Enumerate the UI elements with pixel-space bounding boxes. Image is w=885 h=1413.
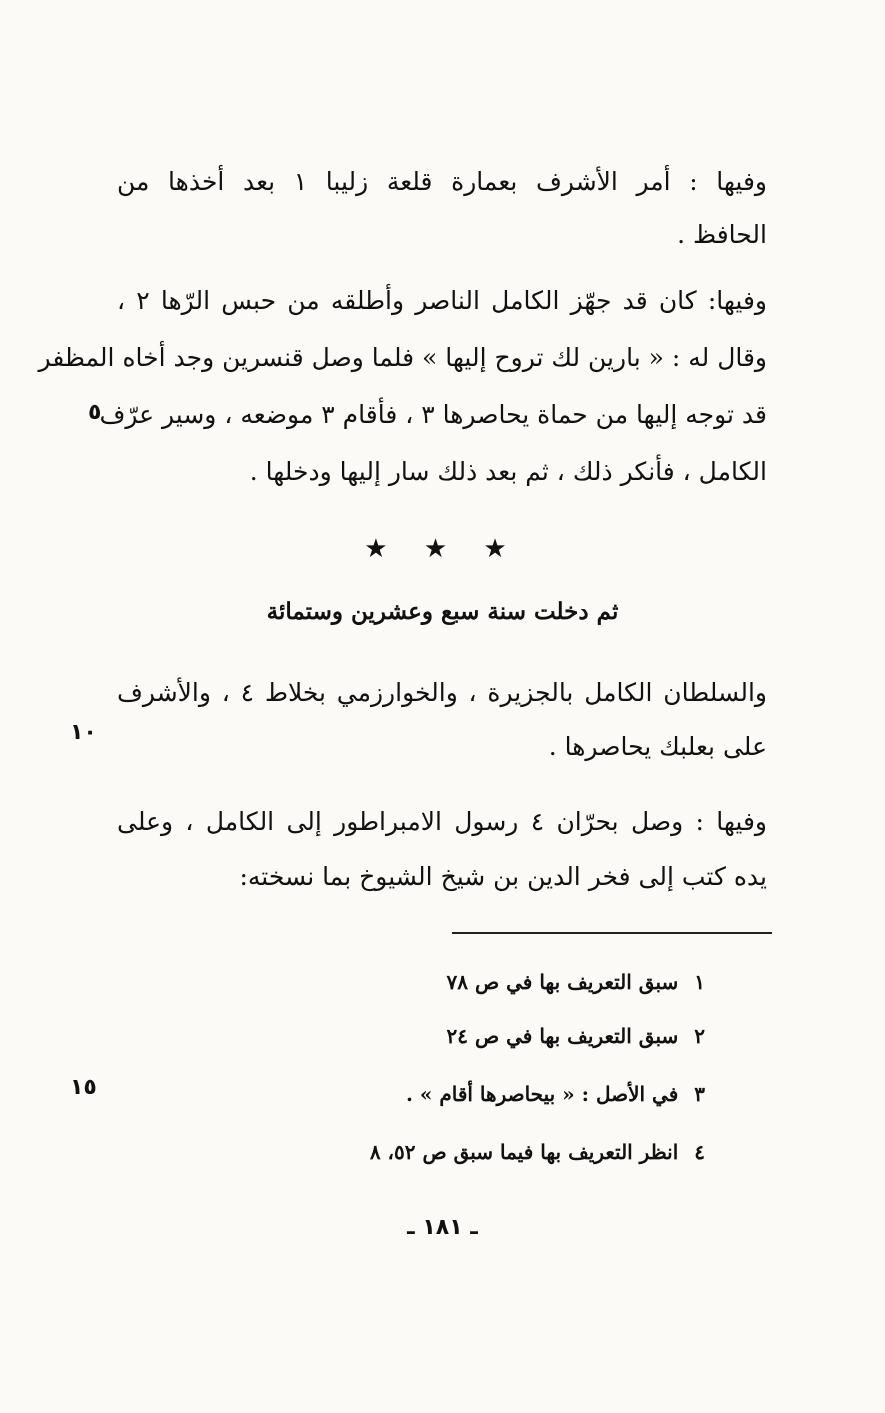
page-number: ـ ١٨١ ـ <box>407 1215 478 1240</box>
body-line: الحافظ . <box>677 220 767 249</box>
body-line: وقال له : « بارين لك تروح إليها » فلما وصل قنسرين وجد أخاه المظفر <box>38 343 767 372</box>
body-line: على بعلبك يحاصرها . <box>548 732 767 761</box>
footnote-text: سبق التعريف بها في ص ٢٤ <box>446 1024 679 1048</box>
section-heading: ثم دخلت سنة سبع وعشرين وستمائة <box>266 598 619 625</box>
footnote-text: انظر التعريف بها فيما سبق ص ٥٢، ٨ <box>369 1140 679 1164</box>
body-line: والسلطان الكامل بالجزيرة ، والخوارزمي بخلاط ٤ ، والأشرف <box>117 678 767 707</box>
body-line: وفيها : وصل بحرّان ٤ رسول الامبراطور إلى الكامل ، وعلى <box>117 807 767 836</box>
section-divider-stars: ★ ★ ★ <box>364 534 521 564</box>
body-line: الكامل ، فأنكر ذلك ، ثم بعد ذلك سار إليها ودخلها . <box>249 457 767 486</box>
body-line: وفيها: كان قد جهّز الكامل الناصر وأطلقه من حبس الرّها ٢ ، <box>117 286 768 315</box>
footnote-text: سبق التعريف بها في ص ٧٨ <box>446 970 679 994</box>
footnote-number: ٤ <box>694 1140 705 1164</box>
footnote <box>406 1076 705 1112</box>
footnote-text: في الأصل : « بيحاصرها أقام » . <box>405 1082 679 1106</box>
footnote-number: ١ <box>694 970 705 994</box>
line-number: ١٥ <box>70 1075 97 1100</box>
footnote <box>447 964 705 1000</box>
footnote <box>447 1018 705 1054</box>
body-line: يده كتب إلى فخر الدين بن شيخ الشيوخ بما نسخته: <box>239 862 767 891</box>
body-line: قد توجه إليها من حماة يحاصرها ٣ ، فأقام ٣ موضعه ، وسير عرّف <box>99 400 767 429</box>
footnote-number: ٢ <box>694 1024 705 1048</box>
footnote <box>370 1134 705 1170</box>
footnote-number: ٣ <box>694 1082 705 1106</box>
body-line: وفيها : أمر الأشرف بعمارة قلعة زليبا ١ بعد أخذها من <box>117 167 767 196</box>
line-number: ٥ <box>88 400 102 425</box>
footnote-separator <box>452 932 772 934</box>
line-number: ١٠ <box>70 720 97 745</box>
